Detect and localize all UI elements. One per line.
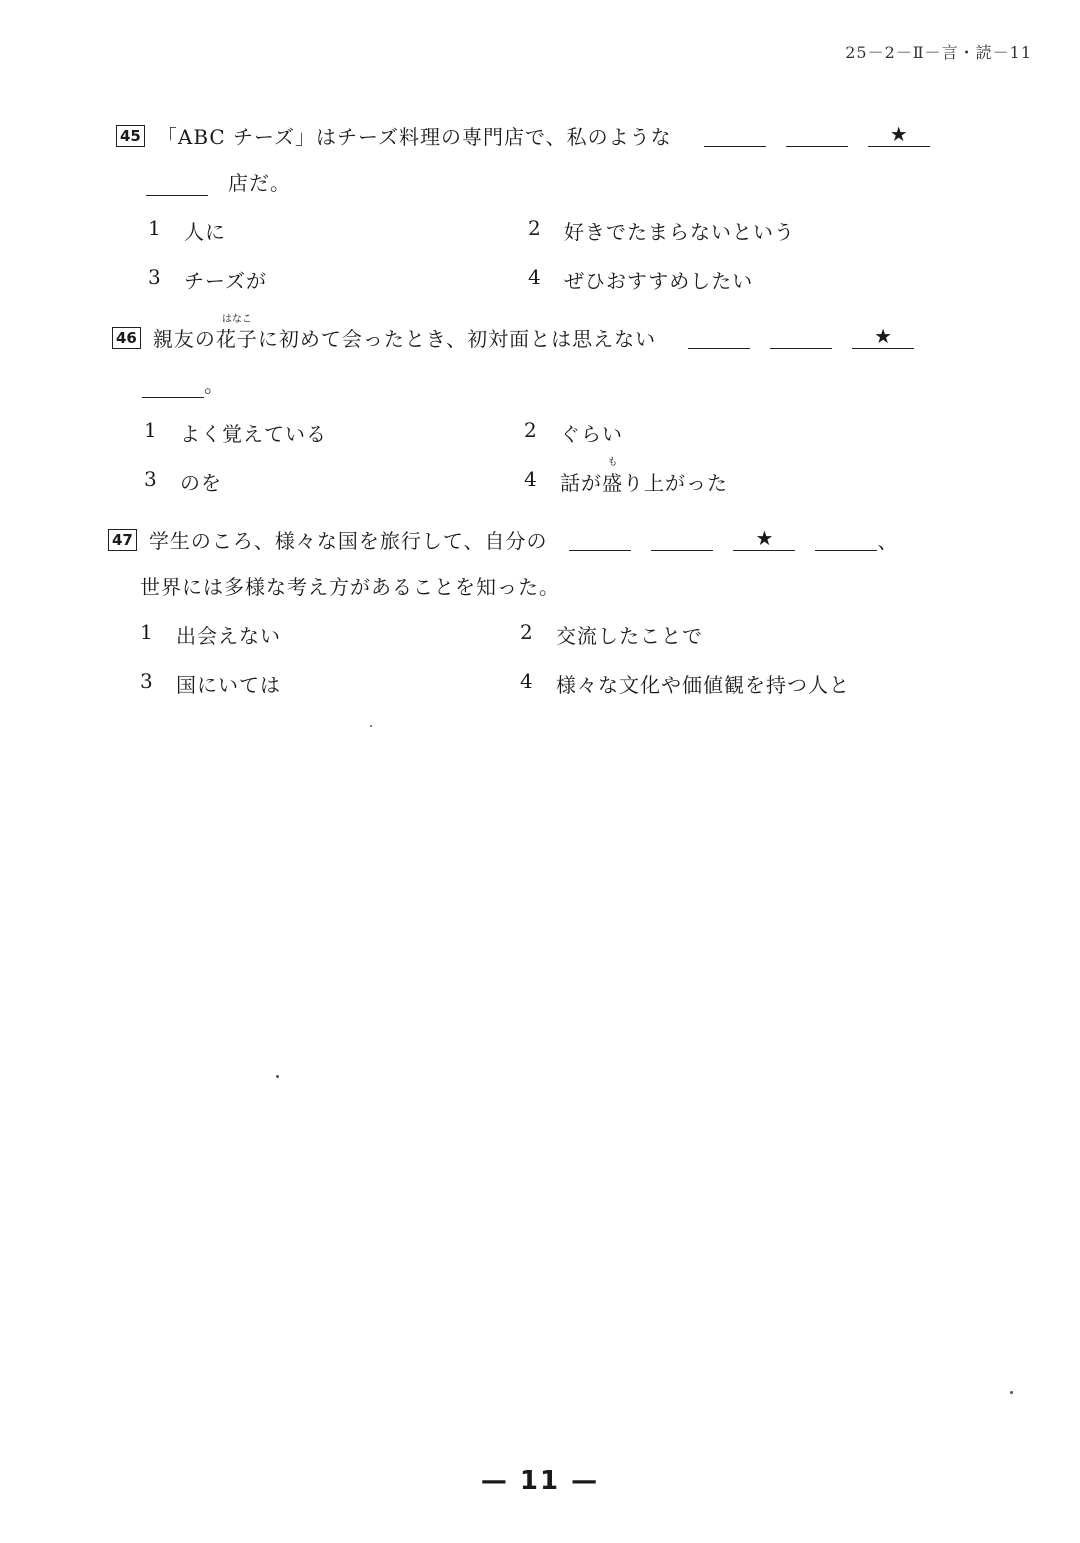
question-46 xyxy=(112,314,932,496)
option-text: 様々な文化や価値観を持つ人と xyxy=(556,673,850,697)
header-code: 25－2－Ⅱ－言・読－11 xyxy=(845,43,1032,62)
option-4 xyxy=(524,457,924,496)
option-text: 交流したことで xyxy=(556,624,703,648)
stem-part: 親友の xyxy=(152,327,216,351)
stem-part: に初めて会ったとき、初対面とは思えない xyxy=(257,327,657,351)
option-text-part: り上がった xyxy=(623,471,728,495)
option-number: 2 xyxy=(528,216,542,240)
ruby-word xyxy=(602,457,623,496)
question-continuation xyxy=(108,571,928,600)
answer-blank xyxy=(569,528,631,551)
ruby-base: 花子 xyxy=(215,327,258,351)
option-text: 国にいては xyxy=(176,673,281,697)
question-number: 46 xyxy=(112,327,141,349)
option-number: 3 xyxy=(140,669,154,693)
option-3 xyxy=(148,265,528,294)
continuation-text: 店だ。 xyxy=(228,171,291,195)
option-text: 出会えない xyxy=(176,624,281,648)
answer-blank xyxy=(786,124,848,147)
option-text: よく覚えている xyxy=(180,422,327,446)
option-2 xyxy=(524,418,924,447)
question-number: 47 xyxy=(108,529,137,551)
question-continuation xyxy=(116,167,936,196)
options-grid xyxy=(108,620,928,698)
question-stem xyxy=(152,314,657,351)
option-number: 3 xyxy=(148,265,162,289)
option-2 xyxy=(528,216,928,245)
question-number: 45 xyxy=(116,125,145,147)
option-number: 4 xyxy=(524,467,538,491)
question-stem-line xyxy=(112,314,932,351)
continuation-text: 世界には多様な考え方があることを知った。 xyxy=(140,575,560,599)
option-number: 4 xyxy=(528,265,542,289)
option-text: 人に xyxy=(184,220,226,244)
option-text-part: 話が xyxy=(560,471,602,495)
option-number: 1 xyxy=(144,418,158,442)
star-icon: ★ xyxy=(874,324,893,348)
option-1 xyxy=(144,418,524,447)
scan-speck xyxy=(370,725,372,727)
question-stem: 学生のころ、様々な国を旅行して、自分の xyxy=(148,529,548,553)
question-continuation xyxy=(112,369,932,398)
option-number: 2 xyxy=(524,418,538,442)
ruby-reading: も xyxy=(607,457,618,468)
star-icon: ★ xyxy=(889,122,908,146)
answer-blank xyxy=(688,326,750,349)
option-4 xyxy=(520,669,920,698)
option-text: ぐらい xyxy=(560,422,623,446)
question-stem: 「ABC チーズ」はチーズ料理の専門店で、私のような xyxy=(156,125,672,149)
option-number: 1 xyxy=(140,620,154,644)
question-45 xyxy=(116,124,936,294)
answer-blank xyxy=(146,173,208,196)
options-grid xyxy=(116,216,936,294)
question-stem-line xyxy=(116,124,936,147)
scan-speck xyxy=(276,1075,279,1078)
ruby-word xyxy=(215,314,258,351)
question-stem-line xyxy=(108,528,928,551)
ruby-base: 盛 xyxy=(602,471,623,495)
option-number: 4 xyxy=(520,669,534,693)
option-2 xyxy=(520,620,920,649)
option-3 xyxy=(140,669,520,698)
star-icon: ★ xyxy=(755,526,774,550)
option-number: 2 xyxy=(520,620,534,644)
option-number: 3 xyxy=(144,467,158,491)
question-47 xyxy=(108,528,928,698)
answer-blank xyxy=(704,124,766,147)
answer-blank xyxy=(815,528,877,551)
option-text: 好きでたまらないという xyxy=(564,220,795,244)
ruby-reading: はなこ xyxy=(221,314,252,325)
option-4 xyxy=(528,265,928,294)
answer-blank xyxy=(770,326,832,349)
options-grid xyxy=(112,418,932,496)
option-1 xyxy=(140,620,520,649)
option-1 xyxy=(148,216,528,245)
option-number: 1 xyxy=(148,216,162,240)
scan-speck xyxy=(1010,1391,1013,1394)
answer-blank xyxy=(142,375,204,398)
answer-blank-star xyxy=(733,528,795,551)
option-text: のを xyxy=(180,471,222,495)
page-number: — 11 — xyxy=(480,1466,600,1496)
option-3 xyxy=(144,467,524,496)
answer-blank-star xyxy=(852,326,914,349)
trailing-punctuation: 、 xyxy=(877,529,898,553)
continuation-text: 。 xyxy=(204,373,225,397)
answer-blank xyxy=(651,528,713,551)
option-text xyxy=(560,457,728,496)
option-text: チーズが xyxy=(184,269,267,293)
option-text: ぜひおすすめしたい xyxy=(564,269,754,293)
answer-blank-star xyxy=(868,124,930,147)
